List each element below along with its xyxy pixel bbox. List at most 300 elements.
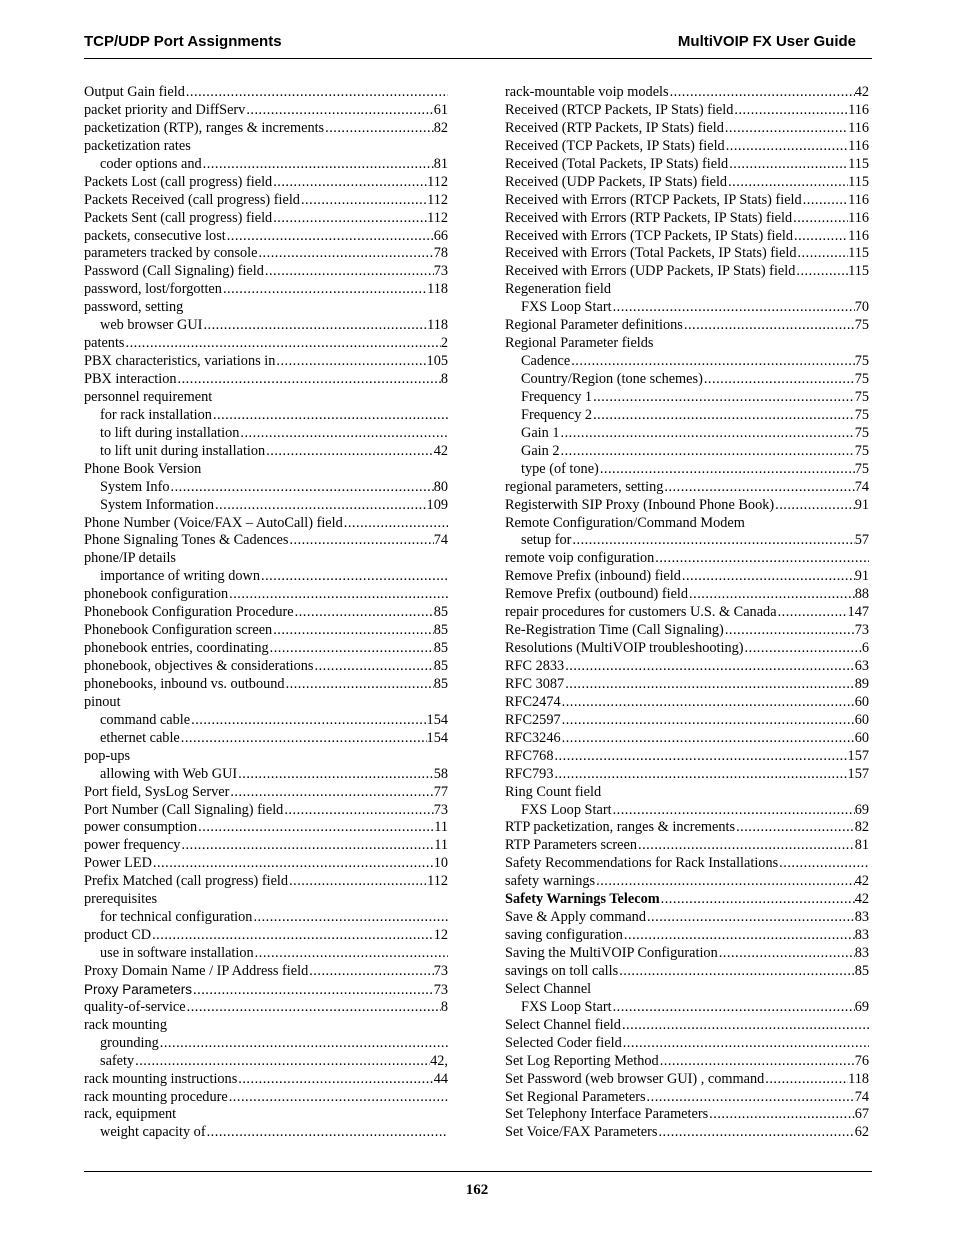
- entry-term: Selected Coder field: [505, 1034, 622, 1051]
- entry-page-number: 116: [848, 191, 869, 208]
- index-entry: [505, 676, 869, 694]
- entry-term: pinout: [84, 693, 121, 710]
- dot-leader: [795, 263, 848, 281]
- index-subentry: [84, 1035, 448, 1053]
- dot-leader: [151, 927, 434, 945]
- dot-leader: [285, 676, 434, 694]
- entry-page-number: 44: [433, 1070, 448, 1087]
- entry-term: Regional Parameter definitions: [505, 317, 683, 334]
- entry-page-number: 76: [854, 1052, 869, 1069]
- index-entry: [84, 837, 448, 855]
- index-subentry: [505, 532, 869, 550]
- dot-leader: [177, 371, 441, 389]
- entry-page-number: 73: [854, 622, 869, 639]
- entry-page-number: 83: [854, 927, 869, 944]
- entry-page-number: 115: [848, 245, 869, 262]
- entry-page-number: 66: [433, 227, 448, 244]
- entry-term: RTP packetization, ranges & increments: [505, 819, 736, 836]
- entry-term: Set Telephony Interface Parameters: [505, 1106, 709, 1123]
- entry-term: power frequency: [84, 837, 181, 854]
- index-subentry: [84, 443, 448, 461]
- entry-page-number: 81: [854, 837, 869, 854]
- dot-leader: [621, 1017, 869, 1035]
- dot-leader: [228, 1089, 448, 1107]
- index-entry: [84, 281, 448, 299]
- entry-term: Save & Apply command: [505, 909, 646, 926]
- index-column-left: [84, 84, 448, 1142]
- entry-page-number: 60: [854, 693, 869, 710]
- dot-leader: [190, 712, 426, 730]
- entry-page-number: 57: [854, 532, 869, 549]
- index-entry: [84, 694, 448, 712]
- dot-leader: [728, 156, 848, 174]
- index-subentry: [84, 568, 448, 586]
- dot-leader: [260, 568, 448, 586]
- entry-term: Received (RTCP Packets, IP Stats) field: [505, 101, 734, 118]
- dot-leader: [618, 963, 855, 981]
- index-entry: [84, 120, 448, 138]
- entry-term: for technical configuration: [100, 909, 253, 926]
- dot-leader: [708, 1106, 855, 1124]
- dot-leader: [288, 532, 433, 550]
- dot-leader: [659, 1053, 855, 1071]
- entry-term: command cable: [100, 711, 191, 728]
- index-subentry: [84, 407, 448, 425]
- dot-leader: [324, 120, 434, 138]
- page-header: [84, 33, 872, 53]
- entry-page-number: 75: [854, 424, 869, 441]
- entry-term: Safety Recommendations for Rack Installations: [505, 855, 779, 872]
- dot-leader: [793, 228, 848, 246]
- index-subentry: [84, 425, 448, 443]
- entry-term: personnel requirement: [84, 388, 213, 405]
- entry-page-number: 63: [854, 658, 869, 674]
- index-entry: [505, 1071, 869, 1089]
- entry-term: RFC3246: [505, 729, 561, 746]
- entry-term: Regeneration field: [505, 281, 611, 298]
- entry-term: repair procedures for customers U.S. & Canada: [505, 604, 777, 621]
- index-entry: [505, 748, 869, 766]
- dot-leader: [774, 497, 855, 515]
- entry-term: Set Regional Parameters: [505, 1088, 646, 1105]
- dot-leader: [725, 138, 848, 156]
- entry-term: Ring Count field: [505, 783, 602, 800]
- index-entry: [505, 263, 869, 281]
- index-subentry: [84, 730, 448, 748]
- entry-page-number: 82: [854, 819, 869, 836]
- header-rule: [84, 58, 872, 59]
- dot-leader: [724, 622, 855, 640]
- entry-page-number: 91: [854, 568, 869, 585]
- dot-leader: [718, 945, 855, 963]
- index-subentry: [505, 371, 869, 389]
- index-entry: [505, 712, 869, 730]
- index-entry: [505, 766, 869, 784]
- entry-page-number: 85: [854, 962, 869, 979]
- index-entry: [505, 622, 869, 640]
- entry-term: RFC 2833: [505, 658, 565, 674]
- entry-page-number: 157: [847, 765, 869, 782]
- entry-term: RFC2597: [505, 711, 561, 728]
- dot-leader: [592, 407, 855, 425]
- dot-leader: [703, 371, 855, 389]
- index-entry: [84, 550, 448, 568]
- entry-page-number: 82: [433, 119, 448, 136]
- entry-term: Frequency 2: [521, 406, 593, 423]
- dot-leader: [637, 837, 855, 855]
- entry-term: Proxy Domain Name / IP Address field: [84, 962, 309, 979]
- entry-term: Received with Errors (RTCP Packets, IP Stats) field: [505, 191, 802, 208]
- dot-leader: [570, 353, 854, 371]
- index-entry: [84, 1017, 448, 1035]
- dot-leader: [681, 568, 855, 586]
- index-entry: [505, 479, 869, 497]
- entry-term: Phone Book Version: [84, 460, 202, 477]
- dot-leader: [663, 479, 854, 497]
- index-subentry: [505, 353, 869, 371]
- entry-page-number: 147: [847, 604, 869, 621]
- index-entry: [505, 228, 869, 246]
- index-entry: [84, 1089, 448, 1107]
- entry-page-number: 81: [433, 155, 448, 172]
- entry-page-number: 78: [433, 245, 448, 262]
- index-entry: [84, 1071, 448, 1089]
- index-entry: [505, 1124, 869, 1142]
- entry-page-number: 85: [433, 604, 448, 621]
- index-entry: [505, 945, 869, 963]
- entry-term: RFC 3087: [505, 675, 565, 692]
- index-entry: [84, 855, 448, 873]
- dot-leader: [561, 694, 855, 712]
- index-entry: [505, 317, 869, 335]
- entry-term: Packets Sent (call progress) field: [84, 209, 273, 226]
- entry-page-number: 116: [848, 137, 869, 154]
- index-entry: [505, 658, 869, 676]
- entry-term: parameters tracked by console: [84, 245, 258, 262]
- entry-page-number: 12: [433, 927, 448, 944]
- entry-page-number: 157: [847, 747, 869, 764]
- dot-leader: [237, 1071, 433, 1089]
- entry-term: RFC768: [505, 747, 554, 764]
- dot-leader: [564, 658, 855, 676]
- index-subentry: [84, 712, 448, 730]
- entry-page-number: 74: [854, 478, 869, 495]
- entry-page-number: 42: [854, 891, 869, 908]
- dot-leader: [561, 730, 855, 748]
- page-number: 162: [465, 1182, 489, 1198]
- entry-page-number: 115: [848, 173, 869, 190]
- entry-term: Regional Parameter fields: [505, 335, 654, 352]
- entry-term: System Info: [100, 478, 170, 495]
- entry-page-number: 75: [854, 460, 869, 477]
- entry-term: to lift during installation: [100, 424, 240, 441]
- index-entry: [84, 891, 448, 909]
- entry-page-number: 42: [854, 873, 869, 890]
- index-subentry: [505, 999, 869, 1017]
- entry-page-number: 42,: [430, 1052, 448, 1069]
- entry-term: Packets Received (call progress) field: [84, 191, 300, 208]
- entry-term: Safety Warnings Telecom: [505, 891, 660, 908]
- section-title: TCP/UDP Port Assignments: [84, 33, 282, 50]
- entry-page-number: 58: [433, 765, 448, 782]
- dot-leader: [660, 891, 855, 909]
- index-entry: [84, 748, 448, 766]
- entry-term: password, lost/forgotten: [84, 281, 222, 298]
- index-entry: [84, 927, 448, 945]
- index-entry: [84, 335, 448, 353]
- entry-page-number: 112: [427, 209, 448, 226]
- dot-leader: [777, 604, 848, 622]
- index-entry: [505, 730, 869, 748]
- dot-leader: [553, 766, 847, 784]
- index-subentry: [84, 945, 448, 963]
- entry-term: weight capacity of: [100, 1124, 206, 1141]
- dot-leader: [180, 730, 427, 748]
- entry-page-number: 74: [854, 1088, 869, 1105]
- index-entry: [84, 299, 448, 317]
- dot-leader: [599, 461, 855, 479]
- dot-leader: [170, 479, 434, 497]
- index-entry: [505, 245, 869, 263]
- entry-page-number: 75: [854, 388, 869, 405]
- entry-term: Gain 2: [521, 442, 560, 459]
- entry-term: for rack installation: [100, 406, 212, 423]
- entry-page-number: 10: [433, 855, 448, 872]
- dot-leader: [595, 873, 855, 891]
- dot-leader: [657, 1124, 854, 1142]
- dot-leader: [212, 407, 448, 425]
- index-entry: [505, 84, 869, 102]
- entry-term: Output Gain field: [84, 84, 185, 100]
- dot-leader: [622, 1035, 869, 1053]
- entry-page-number: 42: [433, 442, 448, 459]
- index-entry: [84, 640, 448, 658]
- index-entry: [505, 784, 869, 802]
- entry-page-number: 116: [848, 209, 869, 226]
- entry-page-number: 112: [427, 873, 448, 890]
- dot-leader: [683, 317, 855, 335]
- entry-page-number: 83: [854, 909, 869, 926]
- index-entry: [84, 371, 448, 389]
- entry-page-number: 91: [854, 496, 869, 513]
- dot-leader: [314, 658, 434, 676]
- entry-term: packet priority and DiffServ: [84, 101, 246, 118]
- dot-leader: [264, 263, 434, 281]
- index-entry: [84, 102, 448, 120]
- entry-term: Saving the MultiVOIP Configuration: [505, 945, 718, 961]
- dot-leader: [561, 712, 855, 730]
- index-entry: [84, 461, 448, 479]
- entry-term: rack mounting: [84, 1016, 167, 1033]
- index-entry: [505, 640, 869, 658]
- entry-page-number: 83: [854, 945, 869, 961]
- dot-leader: [300, 192, 427, 210]
- index-entry: [505, 981, 869, 999]
- entry-term: Received with Errors (Total Packets, IP Stats) field: [505, 245, 797, 262]
- entry-term: Port Number (Call Signaling) field: [84, 801, 284, 818]
- entry-term: Power LED: [84, 855, 152, 872]
- entry-page-number: 75: [854, 353, 869, 370]
- dot-leader: [272, 622, 433, 640]
- index-entry: [84, 174, 448, 192]
- index-subentry: [84, 1053, 448, 1071]
- index-entry: [505, 192, 869, 210]
- entry-term: setup for: [521, 532, 572, 549]
- entry-term: ethernet cable: [100, 729, 180, 746]
- entry-page-number: 112: [427, 191, 448, 208]
- index-entry: [84, 604, 448, 622]
- dot-leader: [778, 855, 869, 873]
- index-entry: [505, 819, 869, 837]
- index-entry: [84, 228, 448, 246]
- index-entry: [84, 389, 448, 407]
- entry-page-number: 67: [854, 1106, 869, 1123]
- entry-term: grounding: [100, 1034, 159, 1051]
- entry-page-number: 85: [433, 622, 448, 639]
- entry-term: Select Channel: [505, 980, 592, 997]
- index-entry: [84, 210, 448, 228]
- entry-term: packets, consecutive lost: [84, 227, 226, 244]
- dot-leader: [186, 999, 441, 1017]
- entry-term: phonebooks, inbound vs. outbound: [84, 675, 285, 692]
- index-entry: [84, 819, 448, 837]
- dot-leader: [612, 999, 855, 1017]
- entry-term: importance of writing down: [100, 568, 261, 585]
- entry-page-number: 112: [427, 173, 448, 190]
- entry-term: rack mounting instructions: [84, 1070, 238, 1087]
- entry-term: savings on toll calls: [505, 962, 619, 979]
- entry-term: power consumption: [84, 819, 198, 836]
- index-entry: [84, 999, 448, 1017]
- dot-leader: [206, 1124, 448, 1142]
- dot-leader: [669, 84, 855, 102]
- dot-leader: [560, 425, 855, 443]
- entry-term: password, setting: [84, 299, 184, 316]
- entry-term: Received (UDP Packets, IP Stats) field: [505, 173, 728, 190]
- entry-term: prerequisites: [84, 891, 158, 908]
- dot-leader: [252, 909, 448, 927]
- index-entry: [505, 604, 869, 622]
- entry-page-number: 77: [433, 783, 448, 800]
- index-entry: [84, 963, 448, 981]
- entry-term: Gain 1: [521, 424, 560, 441]
- entry-page-number: 118: [427, 281, 448, 298]
- entry-term: Set Log Reporting Method: [505, 1052, 659, 1069]
- index-entry: [505, 1106, 869, 1124]
- entry-term: Registerwith SIP Proxy (Inbound Phone Book): [505, 496, 775, 513]
- entry-term: Set Voice/FAX Parameters: [505, 1124, 658, 1141]
- entry-term: Password (Call Signaling) field: [84, 263, 264, 280]
- entry-term: Remove Prefix (outbound) field: [505, 586, 689, 603]
- entry-term: patents: [84, 335, 125, 352]
- dot-leader: [792, 210, 848, 228]
- entry-term: FXS Loop Start: [521, 801, 612, 818]
- dot-leader: [197, 819, 434, 837]
- dot-leader: [724, 120, 848, 138]
- entry-page-number: 88: [854, 586, 869, 603]
- dot-leader: [272, 174, 427, 192]
- entry-page-number: 11: [434, 837, 448, 854]
- entry-term: allowing with Web GUI: [100, 765, 238, 782]
- dot-leader: [560, 443, 855, 461]
- index-entry: [84, 784, 448, 802]
- dot-leader: [612, 299, 855, 317]
- entry-term: safety warnings: [505, 873, 596, 890]
- dot-leader: [654, 550, 869, 568]
- entry-page-number: 73: [433, 801, 448, 818]
- index-entry: [505, 335, 869, 353]
- entry-page-number: 73: [433, 962, 448, 979]
- index-entry: [84, 622, 448, 640]
- dot-leader: [239, 425, 448, 443]
- index-entry: [84, 1106, 448, 1124]
- entry-term: RTP Parameters screen: [505, 837, 638, 854]
- dot-leader: [764, 1071, 848, 1089]
- entry-term: Select Channel field: [505, 1016, 621, 1033]
- entry-term: pop-ups: [84, 747, 131, 764]
- entry-term: Phone Signaling Tones & Cadences: [84, 532, 289, 549]
- entry-term: Set Password (web browser GUI) , command: [505, 1070, 765, 1087]
- entry-page-number: 73: [433, 981, 448, 998]
- entry-page-number: 75: [854, 406, 869, 423]
- index-entry: [84, 802, 448, 820]
- index-entry: [84, 263, 448, 281]
- entry-term: Re-Registration Time (Call Signaling): [505, 622, 724, 639]
- entry-term: Received with Errors (TCP Packets, IP Stats) field: [505, 227, 793, 244]
- dot-leader: [564, 676, 855, 694]
- index-column-right: [505, 84, 869, 1142]
- entry-term: packetization rates: [84, 137, 191, 154]
- dot-leader: [646, 1089, 855, 1107]
- entry-page-number: 70: [854, 299, 869, 316]
- index-entry: [84, 245, 448, 263]
- dot-leader: [744, 640, 862, 658]
- dot-leader: [592, 389, 855, 407]
- entry-page-number: 75: [854, 371, 869, 387]
- index-entry: [84, 873, 448, 891]
- entry-term: Received (Total Packets, IP Stats) field: [505, 155, 729, 172]
- index-entry: [505, 837, 869, 855]
- entry-page-number: 73: [433, 263, 448, 280]
- dot-leader: [226, 228, 434, 246]
- entry-term: Phone Number (Voice/FAX – AutoCall) field: [84, 514, 343, 531]
- dot-leader: [735, 819, 855, 837]
- entry-term: phonebook configuration: [84, 586, 229, 603]
- entry-page-number: 109: [426, 496, 448, 513]
- entry-term: Packets Lost (call progress) field: [84, 173, 273, 190]
- entry-term: phone/IP details: [84, 550, 176, 567]
- entry-term: phonebook, objectives & considerations: [84, 658, 314, 674]
- index-subentry: [505, 461, 869, 479]
- dot-leader: [553, 748, 847, 766]
- entry-term: PBX interaction: [84, 371, 177, 387]
- entry-term: phonebook entries, coordinating: [84, 640, 269, 657]
- dot-leader: [688, 586, 855, 604]
- index-subentry: [505, 425, 869, 443]
- entry-term: packetization (RTP), ranges & increments: [84, 119, 325, 136]
- index-entry: [505, 873, 869, 891]
- entry-term: System Information: [100, 496, 214, 513]
- dot-leader: [254, 945, 448, 963]
- index-subentry: [505, 443, 869, 461]
- index-entry: [505, 963, 869, 981]
- entry-page-number: 116: [848, 227, 869, 244]
- dot-leader: [796, 245, 848, 263]
- index-entry: [84, 532, 448, 550]
- dot-leader: [727, 174, 848, 192]
- entry-term: Country/Region (tone schemes): [521, 371, 703, 387]
- entry-page-number: 11: [434, 819, 448, 836]
